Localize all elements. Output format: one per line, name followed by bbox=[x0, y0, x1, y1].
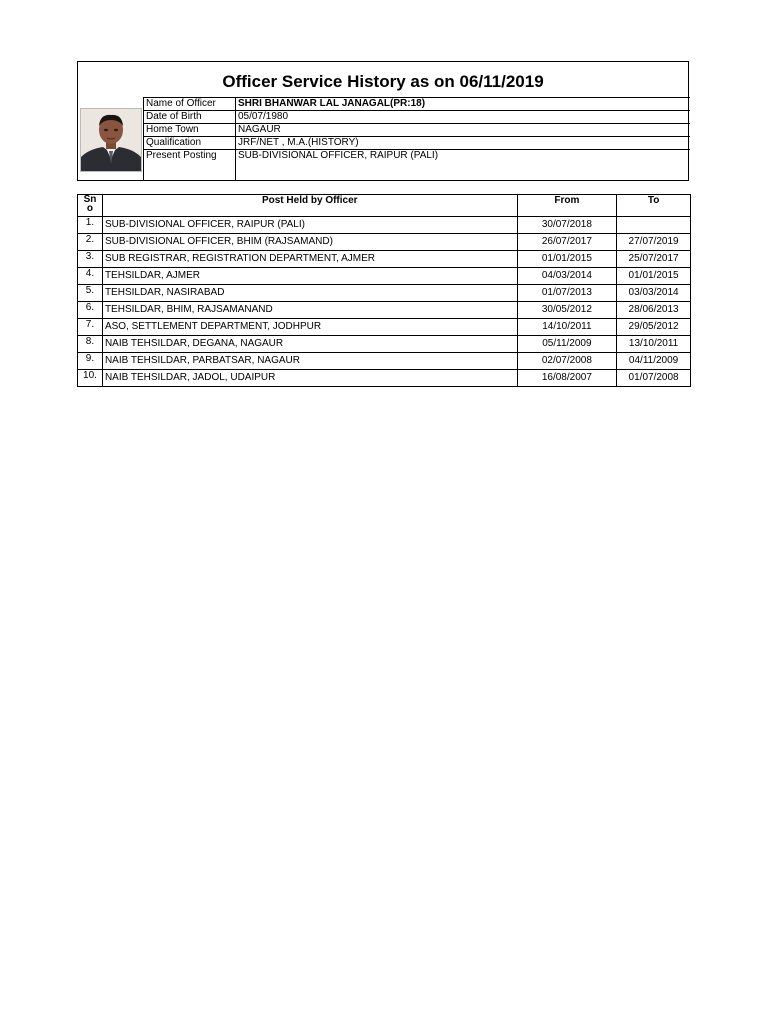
row-to-date: 13/10/2011 bbox=[617, 336, 691, 353]
officer-profile-box bbox=[77, 61, 689, 181]
row-sno: 1. bbox=[78, 217, 103, 234]
present-posting-value: SUB-DIVISIONAL OFFICER, RAIPUR (PALI) bbox=[236, 150, 691, 181]
detail-label: Name of Officer bbox=[144, 98, 236, 111]
table-row bbox=[78, 353, 691, 370]
row-post: NAIB TEHSILDAR, DEGANA, NAGAUR bbox=[102, 336, 517, 353]
row-to-date: 27/07/2019 bbox=[617, 234, 691, 251]
detail-label: Date of Birth bbox=[144, 111, 236, 124]
table-row bbox=[78, 234, 691, 251]
row-to-date: 01/07/2008 bbox=[617, 370, 691, 387]
row-post: TEHSILDAR, AJMER bbox=[102, 268, 517, 285]
row-sno: 9. bbox=[78, 353, 103, 370]
home-town-value: NAGAUR bbox=[236, 124, 691, 137]
row-sno: 3. bbox=[78, 251, 103, 268]
table-row bbox=[78, 370, 691, 387]
row-post: NAIB TEHSILDAR, JADOL, UDAIPUR bbox=[102, 370, 517, 387]
row-post: SUB REGISTRAR, REGISTRATION DEPARTMENT, AJMER bbox=[102, 251, 517, 268]
detail-row-posting bbox=[144, 150, 691, 181]
header-post: Post Held by Officer bbox=[102, 195, 517, 217]
row-sno: 4. bbox=[78, 268, 103, 285]
row-sno: 7. bbox=[78, 319, 103, 336]
history-header-row bbox=[78, 195, 691, 217]
row-to-date: 28/06/2013 bbox=[617, 302, 691, 319]
row-from-date: 30/07/2018 bbox=[517, 217, 617, 234]
detail-row-qualification bbox=[144, 137, 691, 150]
row-to-date bbox=[617, 217, 691, 234]
officer-name-value: SHRI BHANWAR LAL JANAGAL(PR:18) bbox=[236, 98, 691, 111]
row-sno: 10. bbox=[78, 370, 103, 387]
detail-label: Qualification bbox=[144, 137, 236, 150]
row-to-date: 29/05/2012 bbox=[617, 319, 691, 336]
header-sno-bottom: o bbox=[86, 203, 94, 214]
row-post: ASO, SETTLEMENT DEPARTMENT, JODHPUR bbox=[102, 319, 517, 336]
header-to: To bbox=[617, 195, 691, 217]
row-from-date: 01/01/2015 bbox=[517, 251, 617, 268]
qualification-value: JRF/NET , M.A.(HISTORY) bbox=[236, 137, 691, 150]
detail-label: Home Town bbox=[144, 124, 236, 137]
row-post: NAIB TEHSILDAR, PARBATSAR, NAGAUR bbox=[102, 353, 517, 370]
row-sno: 6. bbox=[78, 302, 103, 319]
service-history-table bbox=[77, 194, 691, 387]
row-sno: 8. bbox=[78, 336, 103, 353]
row-post: TEHSILDAR, NASIRABAD bbox=[102, 285, 517, 302]
row-from-date: 26/07/2017 bbox=[517, 234, 617, 251]
detail-row-dob bbox=[144, 111, 691, 124]
table-row bbox=[78, 285, 691, 302]
row-to-date: 03/03/2014 bbox=[617, 285, 691, 302]
row-post: SUB-DIVISIONAL OFFICER, BHIM (RAJSAMAND) bbox=[102, 234, 517, 251]
history-body bbox=[78, 217, 691, 387]
row-from-date: 05/11/2009 bbox=[517, 336, 617, 353]
table-row bbox=[78, 302, 691, 319]
detail-label: Present Posting bbox=[144, 150, 236, 181]
page-title: Officer Service History as on 06/11/2019 bbox=[222, 72, 544, 91]
row-from-date: 02/07/2008 bbox=[517, 353, 617, 370]
row-from-date: 01/07/2013 bbox=[517, 285, 617, 302]
header-sno-top: Sn bbox=[83, 194, 97, 205]
row-post: TEHSILDAR, BHIM, RAJSAMANAND bbox=[102, 302, 517, 319]
detail-row-name bbox=[144, 98, 691, 111]
officer-details-table bbox=[143, 97, 690, 180]
header-from: From bbox=[517, 195, 617, 217]
table-row bbox=[78, 268, 691, 285]
row-post: SUB-DIVISIONAL OFFICER, RAIPUR (PALI) bbox=[102, 217, 517, 234]
row-from-date: 04/03/2014 bbox=[517, 268, 617, 285]
header-sno bbox=[78, 195, 103, 217]
row-from-date: 14/10/2011 bbox=[517, 319, 617, 336]
date-of-birth-value: 05/07/1980 bbox=[236, 111, 691, 124]
row-to-date: 25/07/2017 bbox=[617, 251, 691, 268]
table-row bbox=[78, 336, 691, 353]
row-sno: 2. bbox=[78, 234, 103, 251]
detail-row-hometown bbox=[144, 124, 691, 137]
table-row bbox=[78, 217, 691, 234]
officer-photo-image bbox=[81, 109, 141, 171]
row-from-date: 16/08/2007 bbox=[517, 370, 617, 387]
officer-photo bbox=[80, 108, 142, 172]
row-sno: 5. bbox=[78, 285, 103, 302]
row-from-date: 30/05/2012 bbox=[517, 302, 617, 319]
table-row bbox=[78, 251, 691, 268]
table-row bbox=[78, 319, 691, 336]
row-to-date: 01/01/2015 bbox=[617, 268, 691, 285]
row-to-date: 04/11/2009 bbox=[617, 353, 691, 370]
